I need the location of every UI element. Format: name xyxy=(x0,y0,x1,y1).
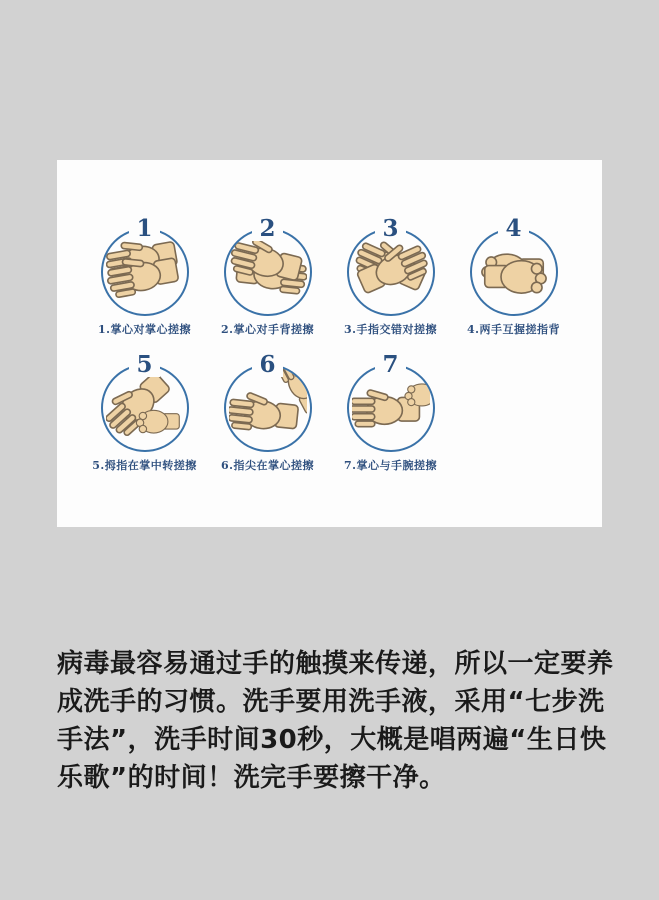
palm-to-palm-icon xyxy=(106,233,184,311)
handwash-step xyxy=(83,352,206,482)
handwash-step xyxy=(329,352,452,482)
wrist-rubbing-icon xyxy=(352,369,430,447)
fingertips-in-palm-icon xyxy=(229,369,307,447)
fingers-interlaced-icon xyxy=(352,233,430,311)
caption-line: 病毒最容易通过手的触摸来传递，所以一定要养 xyxy=(57,649,614,679)
step-label: 3.手指交错对搓擦 xyxy=(344,323,437,336)
steps-grid xyxy=(83,216,583,488)
step-label: 1.掌心对掌心搓擦 xyxy=(98,323,191,336)
caption-line: 成洗手的习惯。洗手要用洗手液，采用“七步洗 xyxy=(57,687,605,717)
step-number: 5 xyxy=(129,352,159,377)
step-label: 5.拇指在掌中转搓擦 xyxy=(92,459,197,472)
palm-over-back-icon xyxy=(229,233,307,311)
handwash-step xyxy=(329,216,452,346)
step-label: 2.掌心对手背搓擦 xyxy=(221,323,314,336)
step-number: 6 xyxy=(252,352,282,377)
hands-clasped-icon xyxy=(475,233,553,311)
caption-paragraph xyxy=(57,645,613,797)
handwash-diagram-card xyxy=(57,160,602,527)
step-number: 1 xyxy=(129,216,159,241)
thumb-in-palm-icon xyxy=(106,369,184,447)
caption-line: 乐歌”的时间！洗完手要擦干净。 xyxy=(57,763,446,793)
handwash-step xyxy=(206,216,329,346)
step-label: 4.两手互握搓指背 xyxy=(467,323,560,336)
step-number: 2 xyxy=(252,216,282,241)
handwash-step xyxy=(452,216,575,346)
step-label: 7.掌心与手腕搓擦 xyxy=(344,459,437,472)
handwash-step xyxy=(83,216,206,346)
handwash-step xyxy=(206,352,329,482)
step-number: 4 xyxy=(498,216,528,241)
caption-line: 手法”，洗手时间30秒，大概是唱两遍“生日快 xyxy=(57,725,607,755)
step-number: 3 xyxy=(375,216,405,241)
step-number: 7 xyxy=(375,352,405,377)
step-label: 6.指尖在掌心搓擦 xyxy=(221,459,314,472)
